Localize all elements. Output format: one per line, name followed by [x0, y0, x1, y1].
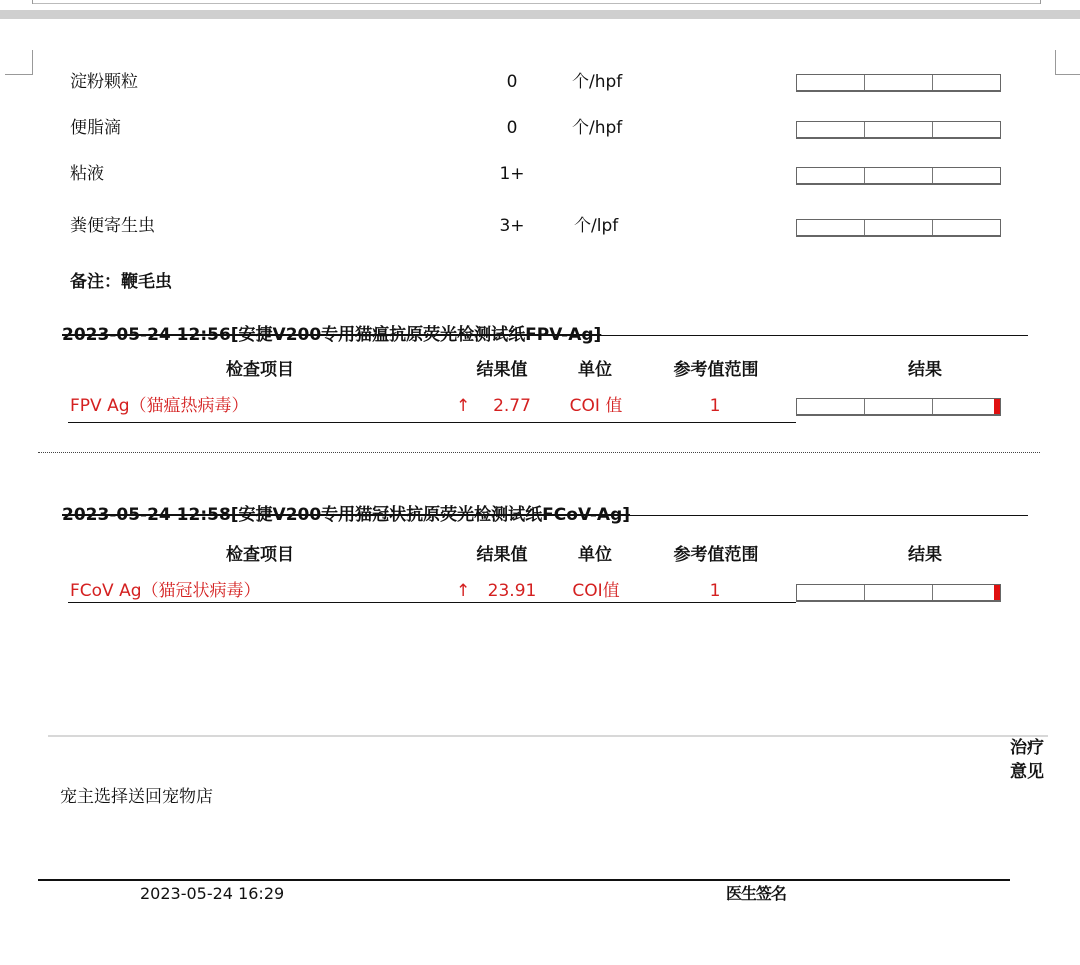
- treatment-divider: [48, 735, 1048, 737]
- test-value: 2.77: [493, 396, 531, 416]
- result-bar: [796, 121, 1001, 139]
- test-unit: COI 值: [569, 396, 623, 416]
- row-unit: 个/hpf: [572, 118, 623, 138]
- footer-datetime: 2023-05-24 16:29: [140, 884, 285, 903]
- dotted-divider: [38, 452, 1040, 453]
- page-top-tick-left: [32, 0, 33, 4]
- test-value: 23.91: [487, 581, 537, 601]
- test-ref: 1: [709, 396, 721, 416]
- header-result: 结果: [908, 545, 942, 565]
- row-value: 1+: [499, 164, 525, 184]
- abnormal-arrow-icon: ↑: [456, 581, 471, 601]
- page-top-tick-right: [1040, 0, 1041, 4]
- header-ref: 参考值范围: [673, 360, 759, 380]
- test-item: FCoV Ag（猫冠状病毒）: [70, 581, 261, 601]
- row-value: 0: [506, 72, 518, 92]
- footer-rule: [38, 879, 1010, 881]
- header-ref: 参考值范围: [673, 545, 759, 565]
- result-bar: [796, 584, 1001, 602]
- header-unit: 单位: [578, 545, 612, 565]
- treatment-label: [1010, 736, 1044, 784]
- page-separator-bar: [0, 10, 1080, 19]
- treatment-text: 宠主选择送回宠物店: [60, 787, 213, 807]
- header-item: 检查项目: [226, 360, 294, 380]
- result-bar: [796, 167, 1001, 185]
- row-name: 粪便寄生虫: [70, 216, 155, 236]
- page-top-border: [32, 3, 1040, 4]
- header-value: 结果值: [476, 360, 528, 380]
- treatment-label-line1: 治疗: [1010, 738, 1044, 758]
- page-corner-mark-right: [1055, 50, 1080, 75]
- result-bar: [796, 219, 1001, 237]
- test-item: FPV Ag（猫瘟热病毒）: [70, 396, 249, 416]
- row-underline: [68, 602, 796, 603]
- header-result: 结果: [908, 360, 942, 380]
- row-name: 粘液: [70, 164, 104, 184]
- row-value: 0: [506, 118, 518, 138]
- header-value: 结果值: [476, 545, 528, 565]
- test-unit: COI值: [572, 581, 620, 601]
- row-name: 便脂滴: [70, 118, 121, 138]
- row-underline: [68, 422, 796, 423]
- result-bar: [796, 398, 1001, 416]
- abnormal-arrow-icon: ↑: [456, 396, 471, 416]
- treatment-label-line2: 意见: [1010, 762, 1044, 782]
- section-title: 2023-05-24 12:56[安捷V200专用猫瘟抗原荧光检测试纸FPV-Ag]: [62, 325, 602, 345]
- page-corner-mark-left: [5, 50, 33, 75]
- doctor-signature: 医生签名: [726, 884, 787, 903]
- row-unit: 个/hpf: [572, 72, 623, 92]
- header-unit: 单位: [578, 360, 612, 380]
- header-item: 检查项目: [226, 545, 294, 565]
- section-title: 2023-05-24 12:58[安捷V200专用猫冠状抗原荧光检测试纸FCoV-Ag]: [62, 505, 631, 525]
- row-unit: 个/lpf: [574, 216, 619, 236]
- test-ref: 1: [709, 581, 721, 601]
- row-name: 淀粉颗粒: [70, 72, 138, 92]
- note: 备注：鞭毛虫: [70, 272, 172, 292]
- row-value: 3+: [499, 216, 525, 236]
- result-bar: [796, 74, 1001, 92]
